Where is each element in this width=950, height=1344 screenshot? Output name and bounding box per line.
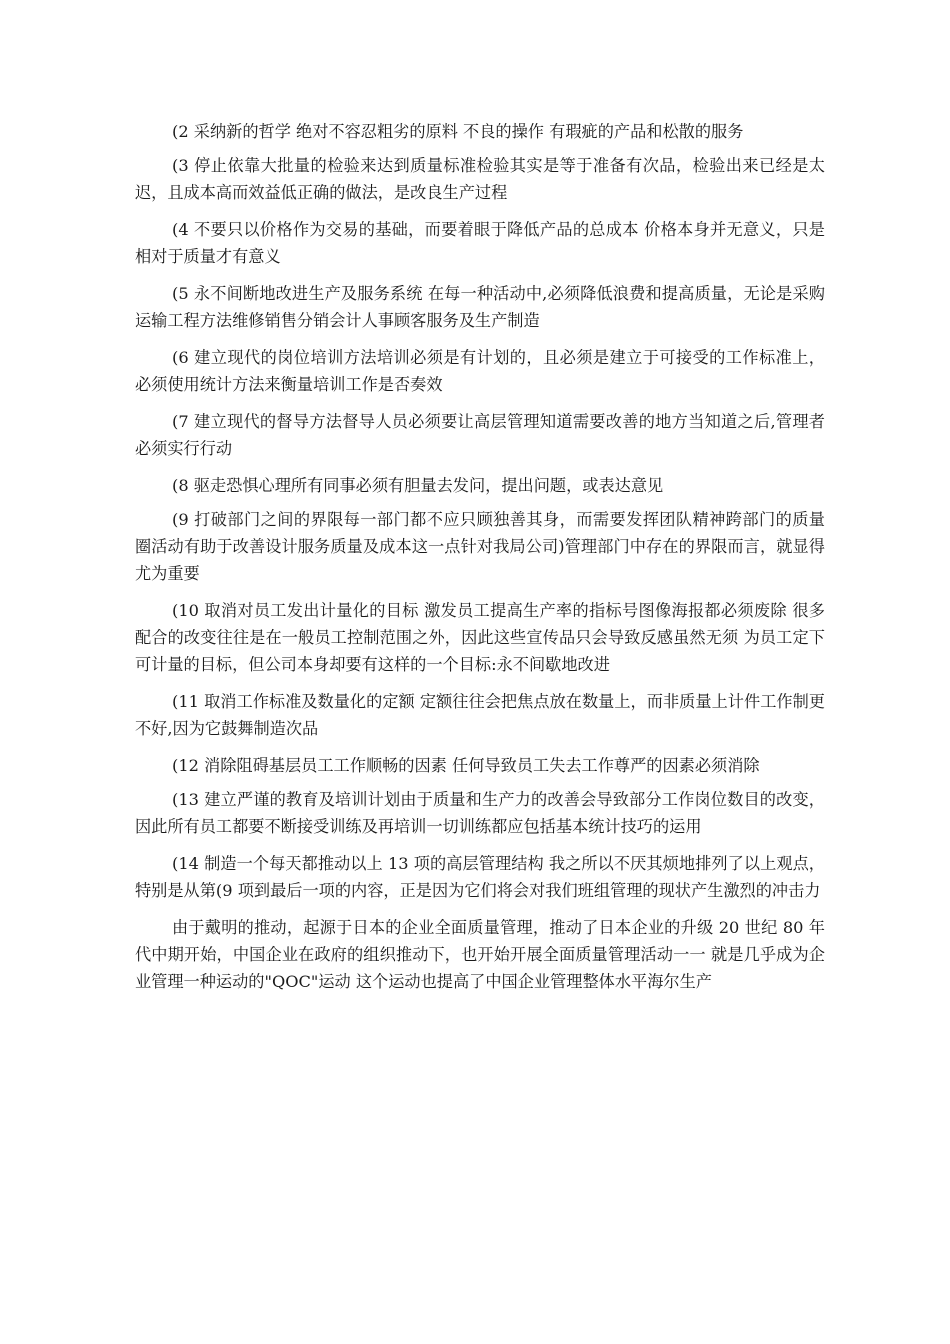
paragraph-item-6: (6 建立现代的岗位培训方法培训必须是有计划的，且必须是建立于可接受的工作标准上，必须使用统计方法来衡量培训工作是否奏效: [135, 348, 825, 394]
paragraph-item-9: (9 打破部门之间的界限每一部门都不应只顾独善其身，而需要发挥团队精神跨部门的质量圈活动有助于改善设计服务质量及成本这一点针对我局公司)管理部门中存在的界限而言，就显得尤为重要: [135, 510, 825, 583]
paragraph-item-3: (3 停止依靠大批量的检验来达到质量标准检验其实是等于准备有次品，检验出来已经是太迟，且成本高而效益低正确的做法，是改良生产过程: [135, 156, 825, 202]
paragraph-item-8: (8 驱走恐惧心理所有同事必须有胆量去发问，提出问题，或表达意见: [172, 476, 664, 495]
paragraph-item-5: (5 永不间断地改进生产及服务系统 在每一种活动中,必须降低浪费和提高质量，无论是采购运输工程方法维修销售分销会计人事顾客服务及生产制造: [135, 284, 825, 330]
paragraph-item-2: (2 采纳新的哲学 绝对不容忍粗劣的原料 不良的操作 有瑕疵的产品和松散的服务: [172, 122, 744, 141]
paragraph-item-13: (13 建立严谨的教育及培训计划由于质量和生产力的改善会导致部分工作岗位数目的改变，因此所有员工都要不断接受训练及再培训一切训练都应包括基本统计技巧的运用: [135, 790, 825, 836]
paragraph-deming-summary: 由于戴明的推动，起源于日本的企业全面质量管理，推动了日本企业的升级 20 世纪 80 年代中期开始，中国企业在政府的组织推动下，也开始开展全面质量管理活动一一 就是几乎成为企业管理一种运动的"QOC"运动 这个运动也提高了中国企业管理整体水平海尔生产: [135, 918, 825, 991]
paragraph-item-11: (11 取消工作标准及数量化的定额 定额往往会把焦点放在数量上，而非质量上计件工作制更不好,因为它鼓舞制造次品: [135, 692, 825, 738]
paragraph-item-7: (7 建立现代的督导方法督导人员必须要让高层管理知道需要改善的地方当知道之后,管理者必须实行行动: [135, 412, 825, 458]
paragraph-item-4: (4 不要只以价格作为交易的基础，而要着眼于降低产品的总成本 价格本身并无意义，只是相对于质量才有意义: [135, 220, 825, 266]
paragraph-item-14: (14 制造一个每天都推动以上 13 项的高层管理结构 我之所以不厌其烦地排列了以上观点，特别是从第(9 项到最后一项的内容，正是因为它们将会对我们班组管理的现状产生激烈的冲击力: [135, 854, 825, 900]
document-body: [135, 118, 825, 1005]
paragraph-item-12: (12 消除阻碍基层员工工作顺畅的因素 任何导致员工失去工作尊严的因素必须消除: [172, 756, 760, 775]
paragraph-item-10: (10 取消对员工发出计量化的目标 激发员工提高生产率的指标号图像海报都必须废除 很多配合的改变往往是在一般员工控制范围之外，因此这些宣传品只会导致反感虽然无须 为员工定下可计量的目标，但公司本身却要有这样的一个目标:永不间歇地改进: [135, 601, 825, 674]
